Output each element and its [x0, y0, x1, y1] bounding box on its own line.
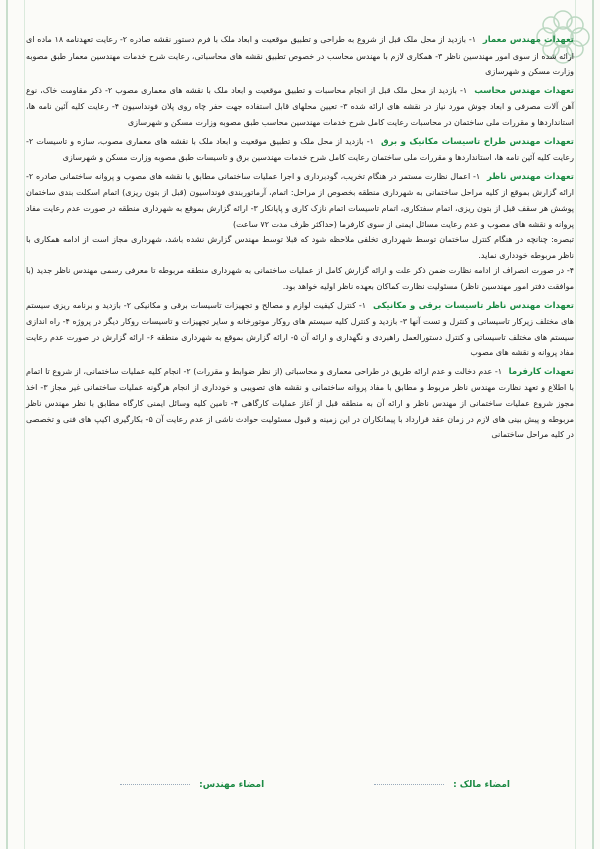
signature-row — [120, 780, 510, 790]
section-employer — [26, 364, 574, 443]
owner-signature — [374, 780, 510, 790]
section-text: ۴- در صورت انصراف از ادامه نظارت ضمن ذکر علت و ارائه گزارش کامل از عملیات ساختمانی به شهرداری منطقه مربوطه تا معرفی رسمی مهندس ناظر جدید (با موافقت دفتر امور مهندسین ناظر) مسئولیت نظارت کماکان بعهده ناظر اولیه خواهد بود. — [26, 266, 574, 291]
section-note: تبصره: چنانچه در هنگام کنترل ساختمان توسط شهرداری تخلفی ملاحظه شود که قبلا توسط مهندس گزارش نشده باشد، شهرداری مجاز است از ادامه همکاری با ناظر مربوطه خودداری نماید. — [26, 235, 574, 260]
section-text: ۱- بازدید از محل ملک و تطبیق موقعیت و ابعاد ملک با نقشه های معماری مصوب، سازه و تاسیسات ۲- رعایت کلیه آئین نامه ها، استانداردها و مقررات ملی ساختمان رعایت کامل شرح خدمات مهندسین برق و تاسیسات طبق مصوبه وزارت مسکن و شهرسازی — [26, 136, 574, 163]
section-title: تعهدات مهندس طراح تاسیسات مکانیک و برق — [381, 136, 574, 147]
engineer-signature-line — [120, 784, 190, 785]
section-text: ۱- اعمال نظارت مستمر در هنگام تخریب، گودبرداری و اجرا عملیات ساختمانی مطابق با نقشه های مصوب و پروانه ساختمانی صادره ۲- ارائه گزارش بموقع از کلیه مراحل ساختمانی به شهرداری منطقه بخصوص از مراحل: اتمام، آرماتوربندی فونداسیون (قبل از بتون ریزی) اتمام اسکلت بندی ساختمان پوشش هر سقف قبل از بتون ریزی، اتمام سفتکاری، اتمام تاسیسات اتمام نازک کاری و پایانکار ۳- ارائه گزارش بموقع به شهرداری منطقه در صورت عدم رعایت مفاد پروانه و نقشه های مصوب و عدم رعایت مسائل ایمنی از سوی کارفرما (حداکثر ظرف مدت ۷۲ ساعت) — [26, 171, 574, 229]
owner-signature-label: امضاء مالک : — [453, 780, 510, 790]
section-architect — [26, 32, 574, 80]
section-text: ۱- بازدید از محل ملک قبل از انجام محاسبات و تطبیق موقعیت و ابعاد ملک با نقشه های معماری مصوب ۲- ذکر مقاومت خاک، نوع آهن آلات مصرفی و ابعاد جوش مورد نیاز در نقشه های ارائه شده ۳- تعیین محلهای قابل استفاده جهت حفر چاه روی پلان فونداسیون ۴- رعایت کلیه آئین نامه ها، استانداردها و مقررات ملی ساختمان در محاسبات رعایت کامل شرح خدمات مهندسین محاسب طبق مصوبه وزارت مسکن و شهرسازی — [26, 85, 574, 127]
engineer-signature — [120, 780, 264, 790]
section-title: تعهدات کارفرما — [508, 366, 575, 377]
section-mep-designer — [26, 134, 574, 166]
section-text: ۱- بازدید از محل ملک قبل از شروع به طراحی و تطبیق موقعیت و ابعاد ملک با فرم دستور نقشه صادره ۲- رعایت تعهدنامه ۱۸ ماده ای ارائه شده از سوی امور مهندسین ناظر ۳- همکاری لازم با مهندس محاسب در خصوص تطبیق نقشه های محاسباتی، رعایت شرح خدمات مهندسین معمار طبق مصوبه وزارت مسکن و شهرسازی — [26, 35, 574, 77]
section-structural-engineer — [26, 83, 574, 131]
owner-signature-line — [374, 784, 444, 785]
engineer-signature-label: امضاء مهندس: — [199, 780, 265, 790]
section-title: تعهدات مهندس ناظر تاسیسات برقی و مکانیکی — [373, 300, 574, 311]
section-text: ۱- عدم دخالت و عدم ارائه طریق در طراحی معماری و محاسباتی (از نظر ضوابط و مقررات) ۲- انجام کلیه عملیات ساختمانی، از شروع تا اتمام با اطلاع و تعهد نظارت مهندس ناظر مربوط و مطابق با مفاد پروانه ساختمانی و نقشه های تصویبی و خودداری از انجام هرگونه عملیات ساختمانی غیر مجاز ۳- اخذ مجوز شروع عملیات ساختمانی از مهندس ناظر و ارائه آن به منطقه قبل از آغاز عملیات کارگاهی ۴- تامین کلیه وسائل ایمنی کارگاه مطابق با نظر مهندس ناظر مربوطه و پیش بینی های لازم در زمان عقد قرارداد با پیمانکاران در این زمینه و قبول مسئولیت حوادث ناشی از عدم رعایت آن ۵- بکارگیری اکیپ های فنی و تخصصی در کلیه مراحل ساختمانی — [26, 366, 574, 440]
section-title: تعهدات مهندس محاسب — [474, 85, 574, 96]
contract-body — [26, 32, 574, 443]
section-text: ۱- کنترل کیفیت لوازم و مصالح و تجهیزات تاسیسات برقی و مکانیکی ۲- بازدید و برنامه ریزی سیستم های مختلف زیرکار تاسیساتی و کنترل و تست آنها ۳- بازدید و کنترل کلیه سیستم های روکار موتورخانه و سایر تجهیزات و تاسیسات روکار دیگر در پروژه ۴- راه اندازی سیستم های مختلف تاسیساتی و کنترل دستورالعمل راهبردی و نگهداری و ارائه آن ۵- ارائه گزارش بموقع به شهرداری منطقه ۶- ارائه گزارش در صورت عدم رعایت مفاد پروانه و نقشه های مصوب — [26, 300, 575, 358]
section-title: تعهدات مهندس معمار — [482, 35, 575, 45]
section-supervisor — [26, 169, 574, 295]
left-border-ornament — [6, 0, 25, 849]
right-border-ornament — [575, 0, 594, 849]
section-mep-supervisor — [26, 298, 574, 361]
section-title: تعهدات مهندس ناظر — [486, 171, 574, 182]
